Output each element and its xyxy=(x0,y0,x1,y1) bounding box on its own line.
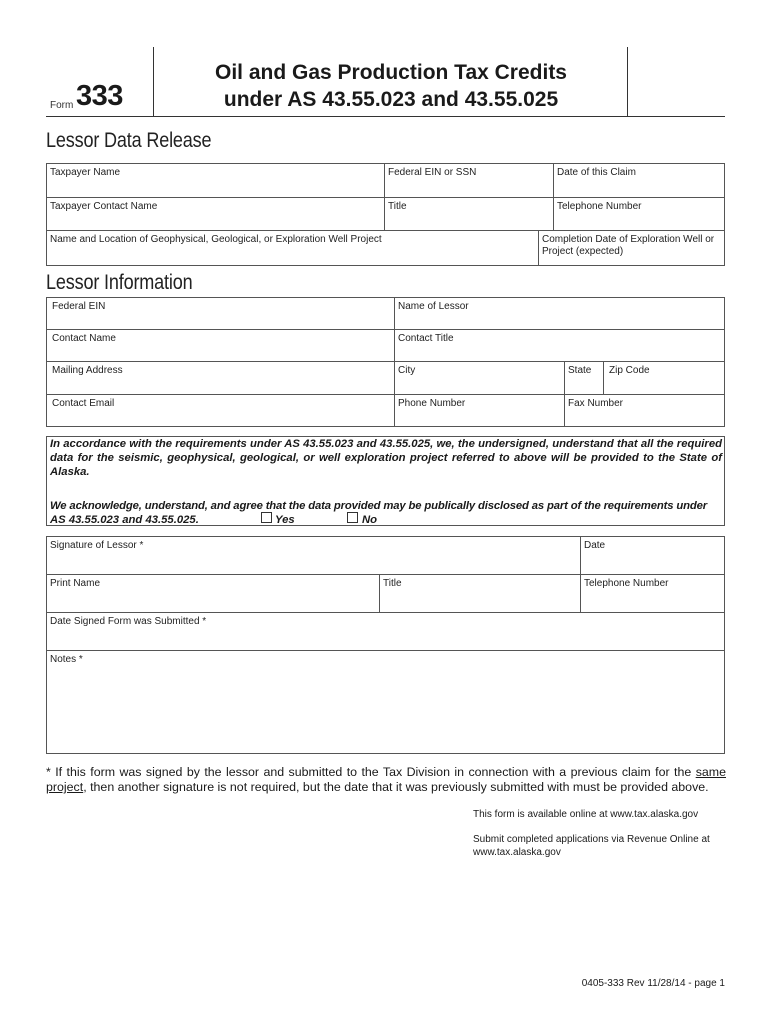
phone-number-field[interactable] xyxy=(395,395,564,426)
federal-ein-ssn-label: Federal EIN or SSN xyxy=(388,167,477,178)
taxpayer-name-field[interactable] xyxy=(47,164,384,197)
taxpayer-contact-name-label: Taxpayer Contact Name xyxy=(50,201,158,212)
taxpayer-contact-name-field[interactable] xyxy=(47,198,384,230)
project-name-location-label: Name and Location of Geophysical, Geological, or Exploration Well Project xyxy=(50,234,382,245)
taxpayer-title-field[interactable] xyxy=(385,198,553,230)
signature-date-label: Date xyxy=(584,540,606,551)
form-title-line1: Oil and Gas Production Tax Credits xyxy=(214,61,567,84)
completion-date-label-line1: Completion Date of Exploration Well or xyxy=(542,234,715,245)
section-heading-lessor-information: Lessor Information xyxy=(46,271,193,294)
city-label: City xyxy=(398,365,416,376)
date-of-claim-label: Date of this Claim xyxy=(557,167,636,178)
state-field[interactable] xyxy=(565,362,603,394)
signer-title-label: Title xyxy=(383,578,402,589)
signature-of-lessor-field[interactable] xyxy=(47,537,580,574)
submit-note-line2: www.tax.alaska.gov xyxy=(473,847,561,858)
form-label: Form xyxy=(50,100,74,111)
signature-of-lessor-label: Signature of Lessor * xyxy=(50,540,144,551)
print-name-field[interactable] xyxy=(47,575,379,612)
signer-telephone-field[interactable] xyxy=(581,575,724,612)
no-label: No xyxy=(362,514,378,526)
fax-number-field[interactable] xyxy=(565,395,724,426)
taxpayer-telephone-label: Telephone Number xyxy=(557,201,642,212)
lessor-contact-title-field[interactable] xyxy=(395,330,724,361)
lessor-federal-ein-field[interactable] xyxy=(47,298,394,329)
lessor-contact-name-label: Contact Name xyxy=(52,333,116,344)
taxpayer-title-label: Title xyxy=(388,201,407,212)
available-online-note: This form is available online at www.tax.alaska.gov xyxy=(473,809,699,820)
form-title-line2: under AS 43.55.023 and 43.55.025 xyxy=(223,88,559,111)
mailing-address-label: Mailing Address xyxy=(52,365,123,376)
notes-field[interactable] xyxy=(47,651,724,753)
signer-title-field[interactable] xyxy=(380,575,580,612)
footnote-part2: , then another signature is not required, but the date that it was previously submitted with must be provided above. xyxy=(83,780,709,794)
notes-label: Notes * xyxy=(50,654,83,665)
date-signed-submitted-label: Date Signed Form was Submitted * xyxy=(50,616,207,627)
mailing-address-field[interactable] xyxy=(47,362,394,394)
print-name-label: Print Name xyxy=(50,578,101,589)
submit-note-line1: Submit completed applications via Revenue Online at xyxy=(473,834,710,845)
fax-number-label: Fax Number xyxy=(568,398,624,409)
statement-paragraph-2-line2: AS 43.55.023 and 43.55.025. xyxy=(50,514,199,526)
footnote xyxy=(46,765,726,795)
lessor-contact-name-field[interactable] xyxy=(47,330,394,361)
completion-date-field[interactable] xyxy=(539,231,724,265)
phone-number-label: Phone Number xyxy=(398,398,466,409)
zip-code-label: Zip Code xyxy=(609,365,650,376)
taxpayer-telephone-field[interactable] xyxy=(554,198,724,230)
city-field[interactable] xyxy=(395,362,564,394)
footnote-part1: * If this form was signed by the lessor and submitted to the Tax Division in connection with a previous claim for the xyxy=(46,765,696,779)
project-name-location-field[interactable] xyxy=(47,231,538,265)
form-number: 333 xyxy=(76,80,123,112)
name-of-lessor-label: Name of Lessor xyxy=(398,301,469,312)
header-bottom-rule xyxy=(46,116,725,117)
statement-paragraph-2-line1: We acknowledge, understand, and agree that the data provided may be publically disclosed as part of the requirements under xyxy=(50,500,707,512)
lessor-federal-ein-label: Federal EIN xyxy=(52,301,106,312)
zip-code-field[interactable] xyxy=(604,362,724,394)
signature-date-field[interactable] xyxy=(581,537,724,574)
date-signed-submitted-field[interactable] xyxy=(47,613,724,650)
form-revision-footer: 0405-333 Rev 11/28/14 - page 1 xyxy=(581,978,725,989)
yes-label: Yes xyxy=(275,514,295,526)
completion-date-label-line2: Project (expected) xyxy=(542,246,624,257)
name-of-lessor-field[interactable] xyxy=(395,298,724,329)
state-label: State xyxy=(568,365,592,376)
no-checkbox[interactable] xyxy=(347,512,358,523)
lessor-contact-title-label: Contact Title xyxy=(398,333,454,344)
date-of-claim-field[interactable] xyxy=(554,164,724,197)
statement-paragraph-1: In accordance with the requirements under AS 43.55.023 and 43.55.025, we, the undersigned, understand that all the required data for the seismic, geophysical, geological, or well exploration project referred to above will be provided to the State of Alaska. xyxy=(50,438,722,478)
taxpayer-name-label: Taxpayer Name xyxy=(50,167,121,178)
section-heading-lessor-data-release: Lessor Data Release xyxy=(46,129,212,152)
contact-email-label: Contact Email xyxy=(52,398,115,409)
yes-checkbox[interactable] xyxy=(261,512,272,523)
contact-email-field[interactable] xyxy=(47,395,394,426)
signer-telephone-label: Telephone Number xyxy=(584,578,669,589)
federal-ein-ssn-field[interactable] xyxy=(385,164,553,197)
footnote-same-project: same project xyxy=(46,765,726,794)
